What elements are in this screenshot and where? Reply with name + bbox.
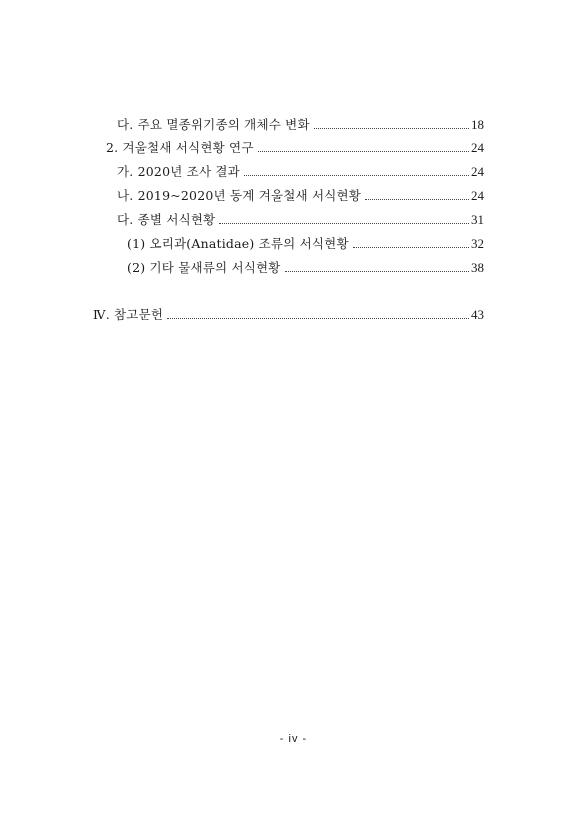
toc-entry-label: 다. 종별 서식현황 [117, 212, 216, 227]
toc-entry-page: 24 [471, 164, 484, 179]
toc-entry-page: 31 [471, 212, 484, 227]
toc-leader-dots [219, 223, 469, 224]
toc-entry-label: 다. 주요 멸종위기종의 개체수 변화 [117, 117, 310, 132]
toc-entry-label: (1) 오리과(Anatidae) 조류의 서식현황 [127, 236, 349, 251]
toc-entry[interactable] [117, 184, 484, 204]
toc-leader-dots [353, 247, 469, 248]
toc-entry-label: (2) 기타 물새류의 서식현황 [127, 260, 281, 275]
toc-entry[interactable] [93, 303, 484, 323]
toc-entry[interactable] [117, 113, 484, 133]
toc-entry-page: 38 [471, 260, 484, 275]
toc-entry-page: 24 [471, 188, 484, 203]
toc-entry[interactable] [127, 256, 484, 276]
toc-leader-dots [365, 199, 469, 200]
toc-leader-dots [285, 271, 469, 272]
toc-entry-page: 43 [471, 307, 484, 322]
toc-entry-page: 18 [471, 117, 484, 132]
toc-entry[interactable] [106, 136, 484, 156]
toc-entry[interactable] [117, 208, 484, 228]
toc-entry[interactable] [117, 160, 484, 180]
toc-entry[interactable] [127, 232, 484, 252]
toc-entry-label: 가. 2020년 조사 결과 [117, 164, 240, 179]
toc-entry-label: 나. 2019~2020년 동계 겨울철새 서식현황 [117, 188, 362, 203]
toc-leader-dots [244, 175, 469, 176]
toc-leader-dots [167, 318, 469, 319]
toc-entry-label: Ⅳ. 참고문헌 [93, 307, 164, 322]
toc-leader-dots [314, 128, 469, 129]
toc-leader-dots [258, 151, 469, 152]
toc-entry-label: 2. 겨울철새 서식현황 연구 [106, 140, 254, 155]
page-number: - iv - [279, 733, 308, 745]
toc-entry-page: 32 [471, 236, 484, 251]
toc-entry-page: 24 [471, 140, 484, 155]
